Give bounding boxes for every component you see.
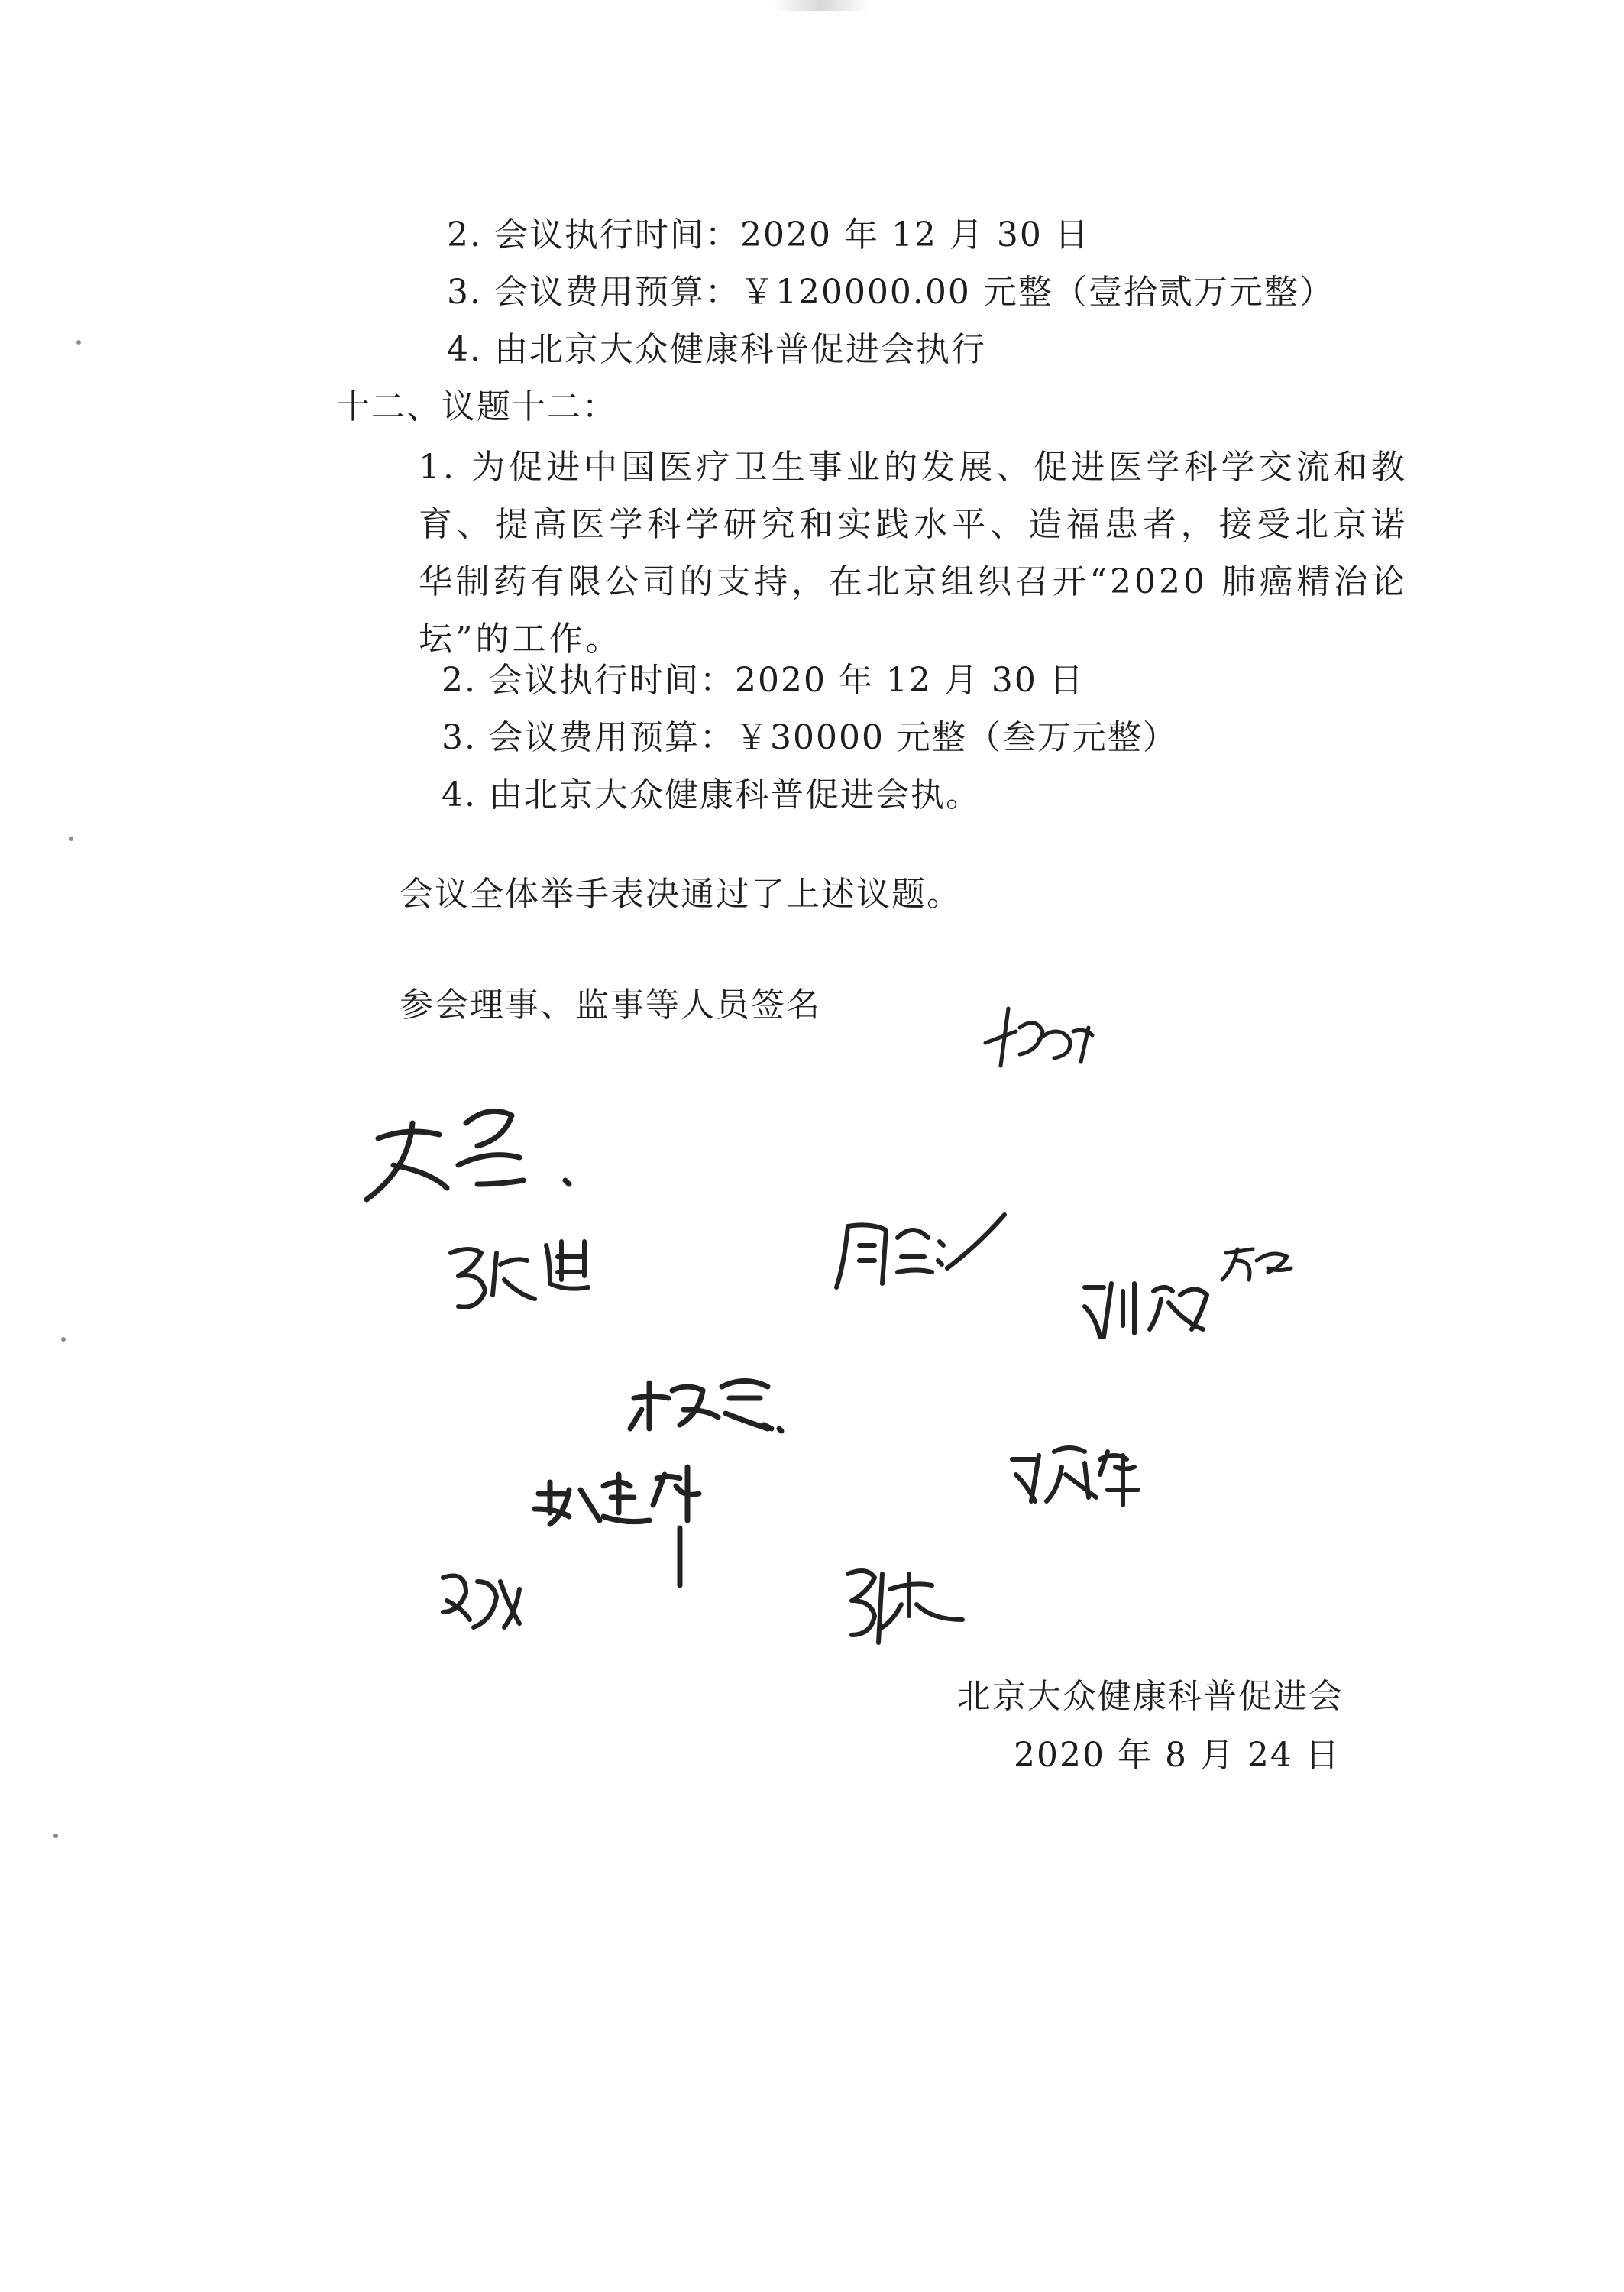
agenda-11-item-2: 2. 会议执行时间：2020 年 12 月 30 日 bbox=[447, 215, 1090, 254]
agenda-12-item-1: 1. 为促进中国医疗卫生事业的发展、促进医学科学交流和教育、提高医学科学研究和实践水平、造福患者，接受北京诺华制药有限公司的支持，在北京组织召开“2020 肺癌精治论坛”的工作。 bbox=[419, 448, 1408, 659]
agenda-11-item-3: 3. 会议费用预算：￥120000.00 元整（壹拾贰万元整） bbox=[447, 273, 1334, 312]
scan-speck bbox=[53, 1834, 58, 1838]
agenda-12-item-4: 4. 由北京大众健康科普促进会执。 bbox=[442, 775, 981, 814]
scan-speck bbox=[61, 1337, 66, 1342]
signature-liu-qinghua bbox=[1012, 1448, 1138, 1505]
signature-yang-xia bbox=[630, 1381, 781, 1432]
scan-speck bbox=[69, 837, 73, 841]
signature-bottom-left bbox=[443, 1576, 519, 1628]
agenda-12-item-2: 2. 会议执行时间：2020 年 12 月 30 日 bbox=[442, 661, 1085, 700]
agenda-11-item-4: 4. 由北京大众健康科普促进会执行 bbox=[447, 330, 986, 369]
signature-zhang-di bbox=[451, 1242, 588, 1307]
agenda-12-heading: 十二、议题十二： bbox=[336, 387, 617, 426]
scan-speck bbox=[76, 340, 81, 345]
signature-liu-xin bbox=[1085, 1284, 1207, 1337]
signature-heading: 参会理事、监事等人员签名 bbox=[400, 986, 821, 1025]
signature-2 bbox=[367, 1111, 569, 1199]
agenda-12-item-3: 3. 会议费用预算：￥30000 元整（叁万元整） bbox=[442, 718, 1178, 757]
signature-zhou-huijiang bbox=[836, 1215, 1004, 1287]
signature-1 bbox=[985, 1008, 1092, 1066]
scan-mark bbox=[772, 0, 871, 11]
signature-zhao-jianhua bbox=[535, 1467, 699, 1585]
footer-organization: 北京大众健康科普促进会 bbox=[957, 1677, 1344, 1716]
signature-bottom-center bbox=[848, 1571, 962, 1643]
resolution-text: 会议全体举手表决通过了上述议题。 bbox=[400, 875, 962, 914]
signature-wan bbox=[1222, 1249, 1291, 1280]
footer-date: 2020 年 8 月 24 日 bbox=[1014, 1736, 1341, 1775]
